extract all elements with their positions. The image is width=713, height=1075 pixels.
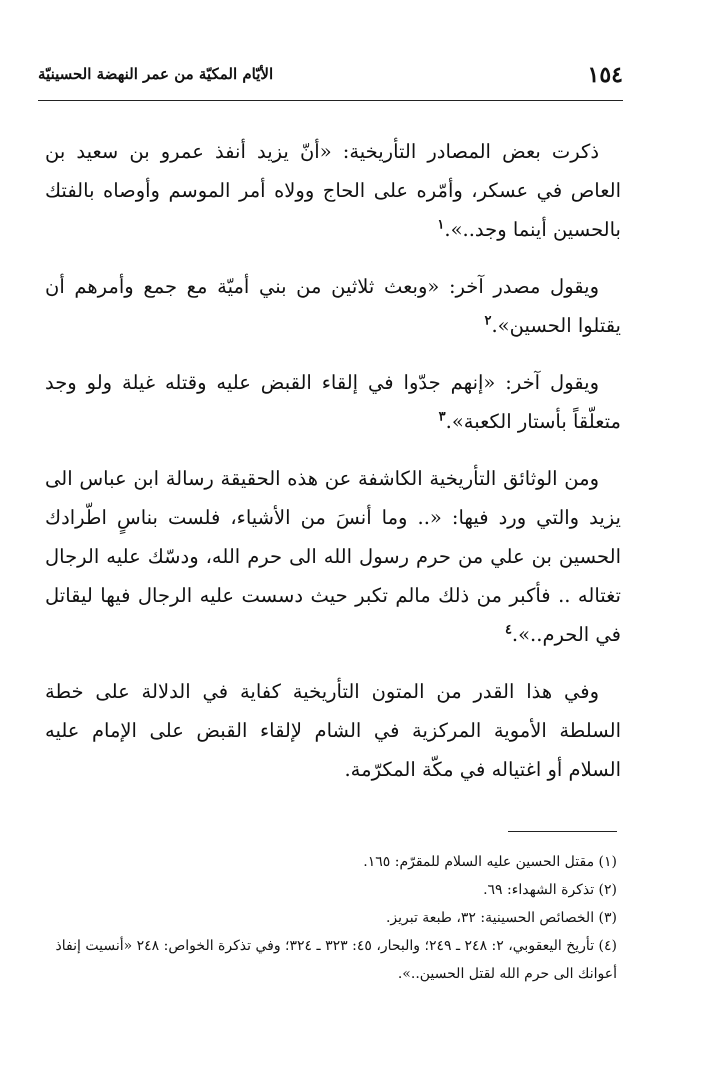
paragraph-5 bbox=[45, 672, 621, 789]
paragraph-text: ذكرت بعض المصادر التأريخية: «أنّ يزيد أنفذ عمرو بن سعيد بن العاص في عسكر، وأمّره على الحاج وولاه أمر الموسم وأوصاه بالفتك بالحسين أينما وجد..». bbox=[45, 140, 621, 241]
footnote-ref-2: ٢ bbox=[484, 313, 492, 329]
paragraph-text: ويقول مصدر آخر: «وبعث ثلاثين من بني أميّة مع جمع وأمرهم أن يقتلوا الحسين». bbox=[45, 275, 621, 337]
paragraph-text: ومن الوثائق التأريخية الكاشفة عن هذه الحقيقة رسالة ابن عباس الى يزيد والتي ورد فيها: «.. وما أنسَ من الأشياء، فلست بناسٍ اطّرادك الحسين بن علي من حرم رسول الله الى حرم الله، ودسّك عليه الرجال تغتاله .. فأكبر من ذلك مالم تكبر حيث دسست عليه الرجال فيها ليقاتل في الحرم..». bbox=[45, 467, 621, 646]
page-header bbox=[38, 62, 623, 96]
paragraph-4 bbox=[45, 459, 621, 654]
footnote-3: (٣) الخصائص الحسينية: ٣٢، طبعة تبريز. bbox=[385, 910, 617, 926]
body-text bbox=[45, 132, 621, 807]
paragraph-2 bbox=[45, 267, 621, 345]
page-number: ١٥٤ bbox=[587, 62, 623, 88]
paragraph-text: وفي هذا القدر من المتون التأريخية كفاية في الدلالة على خطة السلطة الأموية المركزية في الشام لإلقاء القبض على الإمام عليه السلام أو اغتياله في مكّة المكرّمة. bbox=[45, 680, 621, 781]
paragraph-text: ويقول آخر: «إنهم جدّوا في إلقاء القبض عليه وقتله غيلة ولو وجد متعلّقاً بأستار الكعبة». bbox=[45, 371, 621, 433]
paragraph-3 bbox=[45, 363, 621, 441]
footnotes bbox=[48, 848, 617, 988]
running-title: الأيّام المكيّة من عمر النهضة الحسينيّة bbox=[38, 65, 274, 83]
footnote-separator bbox=[508, 831, 617, 832]
header-rule bbox=[38, 100, 623, 101]
footnote-ref-1: ١ bbox=[437, 217, 445, 233]
footnote-4: (٤) تأريخ اليعقوبي، ٢: ٢٤٨ ـ ٢٤٩؛ والبحار، ٤٥: ٣٢٣ ـ ٣٢٤؛ وفي تذكرة الخواص: ٢٤٨ «أنسيت إنفاذ أعوانك الى حرم الله لقتل الحسين..». bbox=[55, 938, 617, 982]
paragraph-1 bbox=[45, 132, 621, 249]
footnote-ref-4: ٤ bbox=[504, 622, 512, 638]
footnote-2: (٢) تذكرة الشهداء: ٦٩. bbox=[483, 882, 617, 898]
footnote-1: (١) مقتل الحسين عليه السلام للمقرّم: ١٦٥. bbox=[363, 854, 617, 870]
footnote-ref-3: ٣ bbox=[438, 409, 446, 425]
